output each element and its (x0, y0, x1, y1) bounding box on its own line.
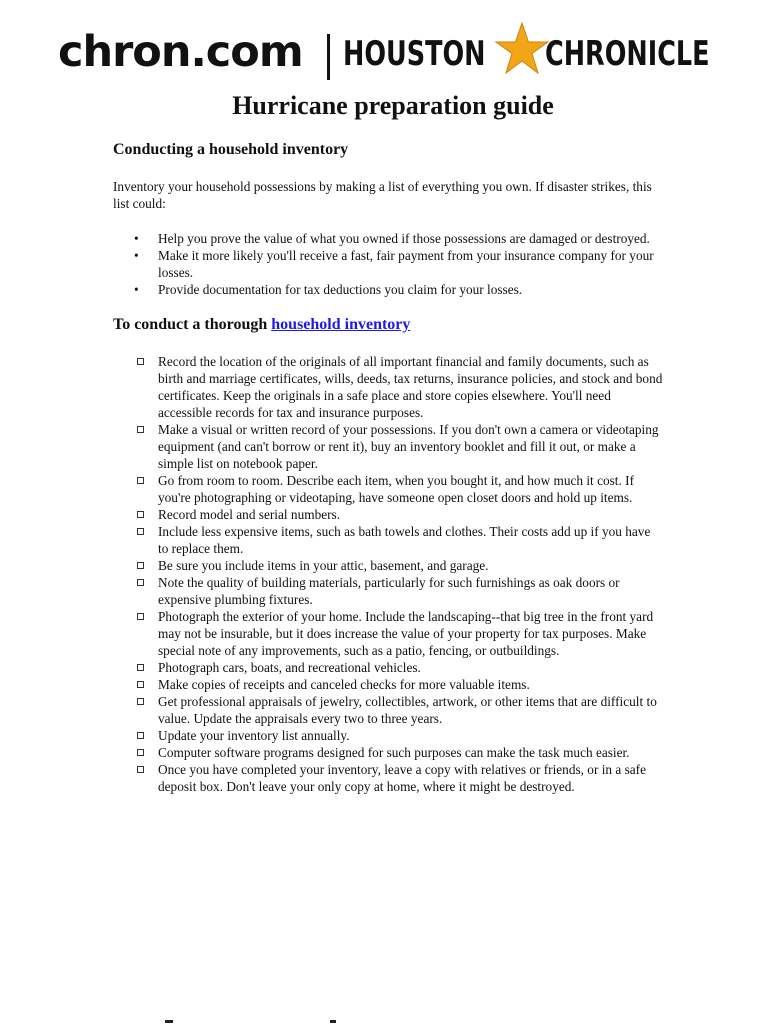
checkbox-bullet-icon (137, 426, 144, 433)
houston-logo-text: HOUSTON (343, 34, 486, 74)
checkbox-bullet-icon (137, 579, 144, 586)
list-item: Once you have completed your inventory, leave a copy with relatives or friends, or in a safe deposit box. Don't leave your only copy at home, where it might be destroyed. (158, 761, 663, 795)
logo-divider (327, 34, 330, 80)
checkbox-bullet-icon (137, 511, 144, 518)
checkbox-bullet-icon (137, 477, 144, 484)
list-item: • Help you prove the value of what you owned if those possessions are damaged or destroyed. (134, 231, 650, 246)
checkbox-bullet-icon (137, 528, 144, 535)
checkbox-bullet-icon (137, 562, 144, 569)
list-item: Go from room to room. Describe each item, when you bought it, and how much it cost. If you're photographing or videotaping, have someone open closet doors and hold up items. (158, 472, 663, 506)
list-item: Computer software programs designed for such purposes can make the task much easier. (158, 744, 663, 761)
chronicle-logo-text: CHRONICLE (545, 34, 710, 74)
chron-logo-text: chron.com (58, 27, 303, 77)
list-item: Be sure you include items in your attic, basement, and garage. (158, 557, 663, 574)
list-item: Record model and serial numbers. (158, 506, 663, 523)
list-item: Get professional appraisals of jewelry, collectibles, artwork, or other items that are difficult to value. Update the appraisals every two to three years. (158, 693, 663, 727)
checkbox-bullet-icon (137, 749, 144, 756)
list-item: Update your inventory list annually. (158, 727, 663, 744)
inventory-heading-prefix: To conduct a thorough (113, 316, 268, 333)
section-heading: Conducting a household inventory (113, 141, 349, 158)
list-item: Photograph cars, boats, and recreational vehicles. (158, 659, 663, 676)
bullet-icon: • (134, 282, 139, 297)
household-inventory-link[interactable]: household inventory (271, 316, 411, 333)
list-item: Make copies of receipts and canceled checks for more valuable items. (158, 676, 663, 693)
next-page-fragment (330, 1020, 336, 1023)
bullet-icon: • (134, 248, 139, 263)
list-item: • Make it more likely you'll receive a fast, fair payment from your insurance company for your losses. (134, 248, 654, 280)
intro-paragraph: Inventory your household possessions by making a list of everything you own. If disaster strikes, this list could: (113, 179, 652, 211)
bullet-icon: • (134, 231, 139, 246)
list-item: Include less expensive items, such as bath towels and clothes. Their costs add up if you have to replace them. (158, 523, 663, 557)
checkbox-bullet-icon (137, 681, 144, 688)
checkbox-bullet-icon (137, 732, 144, 739)
star-icon (494, 22, 550, 76)
next-page-fragment (165, 1020, 173, 1023)
list-item: Record the location of the originals of all important financial and family documents, such as birth and marriage certificates, wills, deeds, tax returns, insurance policies, and stock and bond certificates. Keep the originals in a safe place and store copies elsewhere. You'll need accessible records for tax and insurance purposes. (158, 353, 663, 421)
page-title: Hurricane preparation guide (232, 91, 554, 120)
document-body (113, 88, 673, 795)
list-item: • Provide documentation for tax deductions you claim for your losses. (134, 282, 523, 297)
inventory-steps-list (113, 353, 663, 795)
checkbox-bullet-icon (137, 698, 144, 705)
checkbox-bullet-icon (137, 766, 144, 773)
list-item: Note the quality of building materials, particularly for such furnishings as oak doors or expensive plumbing fixtures. (158, 574, 663, 608)
checkbox-bullet-icon (137, 613, 144, 620)
checkbox-bullet-icon (137, 358, 144, 365)
next-page-edge (0, 1012, 768, 1024)
inventory-heading (113, 315, 673, 335)
masthead-logo (58, 22, 718, 84)
benefits-list (113, 230, 658, 298)
checkbox-bullet-icon (137, 664, 144, 671)
list-item: Make a visual or written record of your possessions. If you don't own a camera or videotaping equipment (and can't borrow or rent it), buy an inventory booklet and fill it out, or make a simple list on notebook paper. (158, 421, 663, 472)
list-item: Photograph the exterior of your home. Include the landscaping--that big tree in the front yard may not be insurable, but it does increase the value of your property for tax purposes. Make special note of any improvements, such as a patio, fencing, or outbuildings. (158, 608, 663, 659)
